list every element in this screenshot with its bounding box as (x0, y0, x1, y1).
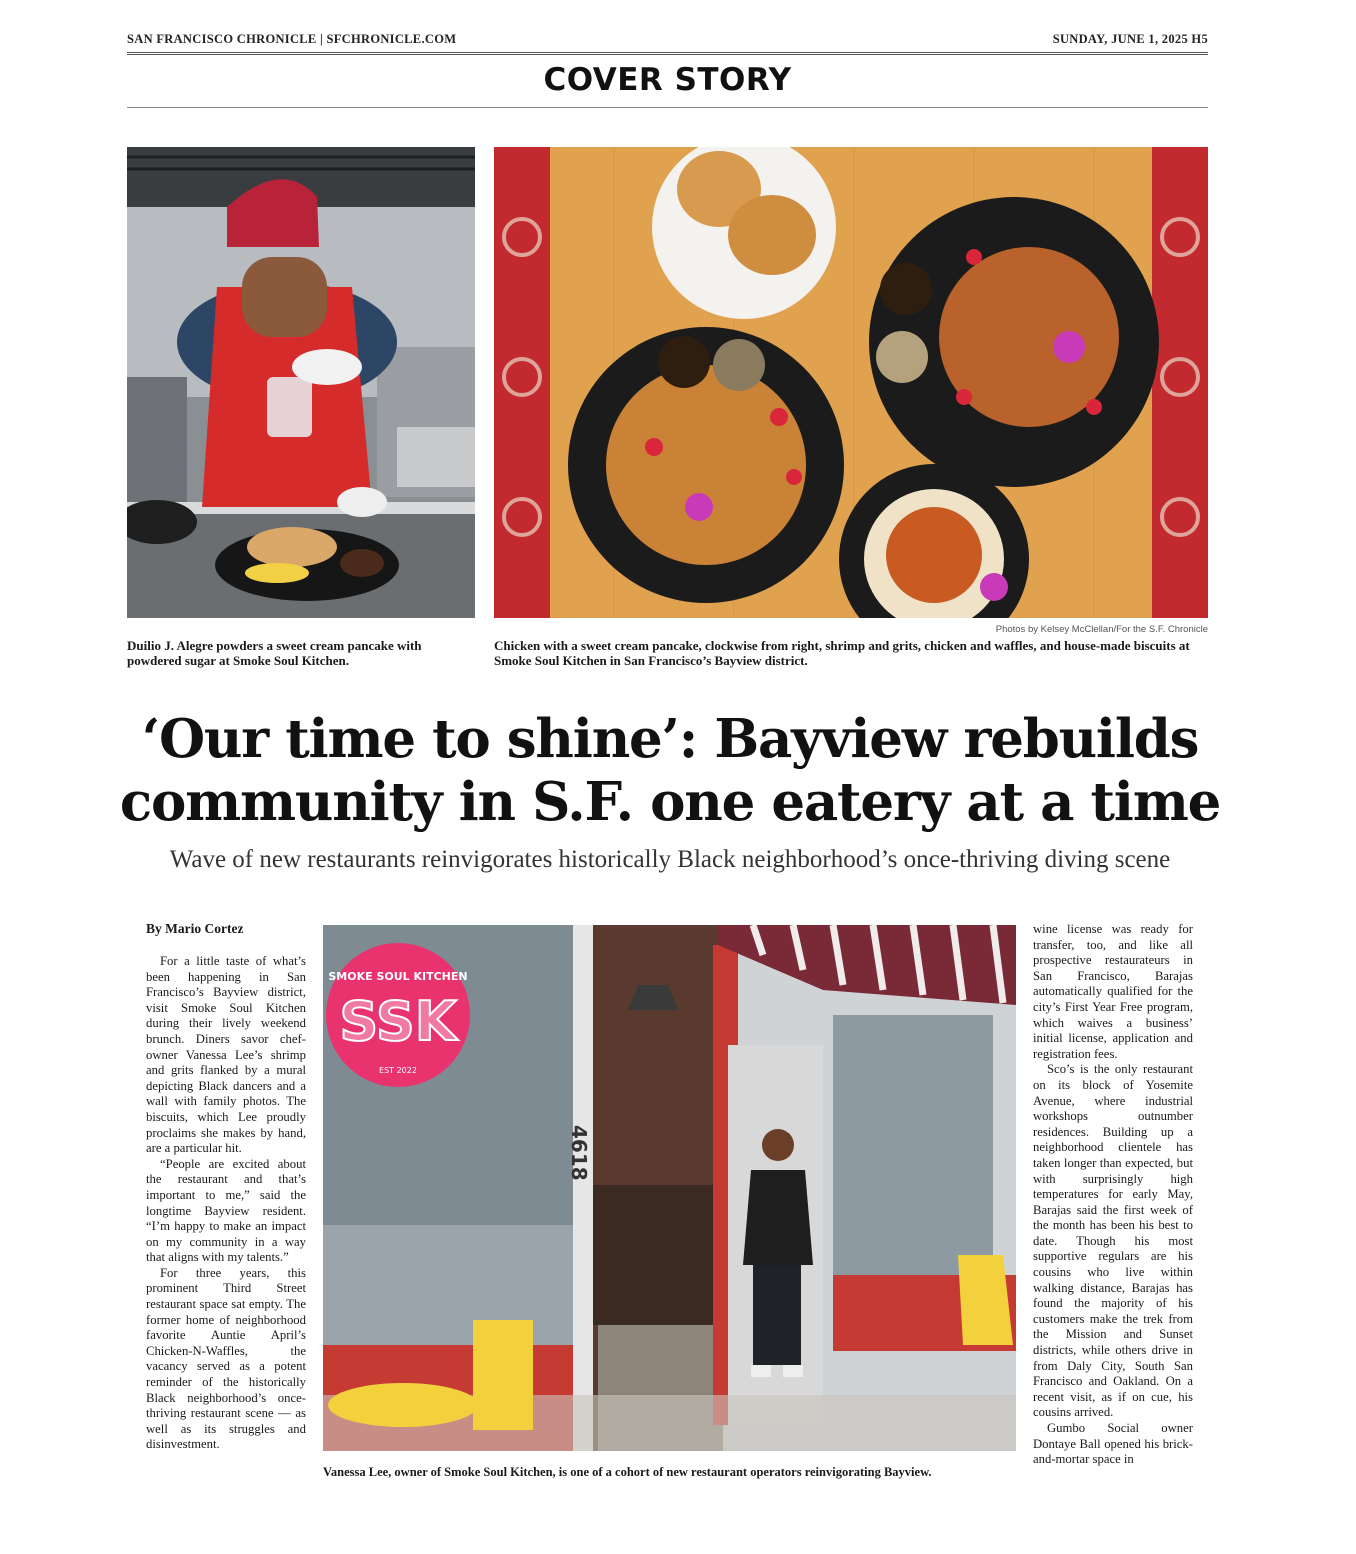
address-number: 4618 (567, 1125, 591, 1181)
sign-main-text: SSK (339, 990, 457, 1053)
article-paragraph: wine license was ready for transfer, too, and like all prospective restaurateurs in San Francisco, Barajas automatically qualified for the city’s First Year Free program, which waives a business’ initial license, application and registration fees. (1033, 922, 1193, 1061)
article-paragraph: “People are excited about the restaurant and that’s important to me,” said the longtime Bayview resident. “I’m happy to make an impact on my community in a way that aligns with my talents.” (146, 1156, 306, 1265)
headline-line-2: community in S.F. one eatery at a time (119, 771, 1221, 833)
article-column-left (146, 954, 306, 1453)
section-title: COVER STORY (543, 62, 792, 98)
masthead-publication: SAN FRANCISCO CHRONICLE | SFCHRONICLE.COM (127, 32, 457, 46)
headline (110, 708, 1230, 834)
article-paragraph: For three years, this prominent Third Street restaurant space sat empty. The former home of neighborhood favorite Auntie April’s Chicken-N-Waffles, the vacancy served as a potent reminder of the historically Black neighborhood’s once-thriving restaurant scene — as well as its struggles and disinvestment. (146, 1265, 306, 1452)
masthead-date-page: SUNDAY, JUNE 1, 2025 H5 (1052, 32, 1208, 46)
chef-photo (127, 147, 475, 618)
sign-est-text: EST 2022 (379, 1066, 417, 1075)
article-paragraph: Sco’s is the only restaurant on its block of Yosemite Avenue, where industrial workshops outnumber residences. Building up a neighborhood clientele has taken longer than expected, but with surprisingly high temperatures for early May, Barajas said the first week of the month has been his best to date. Though his most supportive regulars are his cousins who live within walking distance, Barajas has found the majority of his customers make the trek from the Mission and Sunset districts, while others drive in from Daly City, South San Francisco and Oakland. On a recent visit, as if on cue, his cousins arrived. (1033, 1062, 1193, 1420)
article-column-right (1033, 922, 1193, 1468)
byline: By Mario Cortez (146, 921, 244, 936)
photo-credit: Photos by Kelsey McClellan/For the S.F. Chronicle (995, 624, 1208, 635)
article-paragraph: Gumbo Social owner Dontaye Ball opened his brick-and-mortar space in (1033, 1421, 1193, 1467)
masthead-rule (127, 52, 1208, 55)
storefront-photo-caption: Vanessa Lee, owner of Smoke Soul Kitchen, is one of a cohort of new restaurant operators reinvigorating Bayview. (323, 1465, 932, 1479)
storefront-photo (323, 925, 1016, 1451)
chef-photo-caption: Duilio J. Alegre powders a sweet cream pancake with powdered sugar at Smoke Soul Kitchen. (127, 638, 422, 668)
headline-line-1: ‘Our time to shine’: Bayview rebuilds (141, 708, 1199, 770)
food-photo-caption: Chicken with a sweet cream pancake, clockwise from right, shrimp and grits, chicken and waffles, and house-made biscuits at Smoke Soul Kitchen in San Francisco’s Bayview district. (494, 638, 1190, 668)
article-paragraph: For a little taste of what’s been happening in San Francisco’s Bayview district, visit Smoke Soul Kitchen during their lively weekend brunch. Diners savor chef-owner Vanessa Lee’s shrimp and grits flanked by a mural depicting Black dancers and a wall with family photos. The biscuits, which Lee proudly proclaims she makes by hand, are a particular hit. (146, 954, 306, 1156)
sign-top-text: SMOKE SOUL KITCHEN (328, 970, 468, 983)
food-photo (494, 147, 1208, 618)
section-rule (127, 107, 1208, 108)
subheadline: Wave of new restaurants reinvigorates historically Black neighborhood’s once-thriving diving scene (169, 846, 1171, 873)
